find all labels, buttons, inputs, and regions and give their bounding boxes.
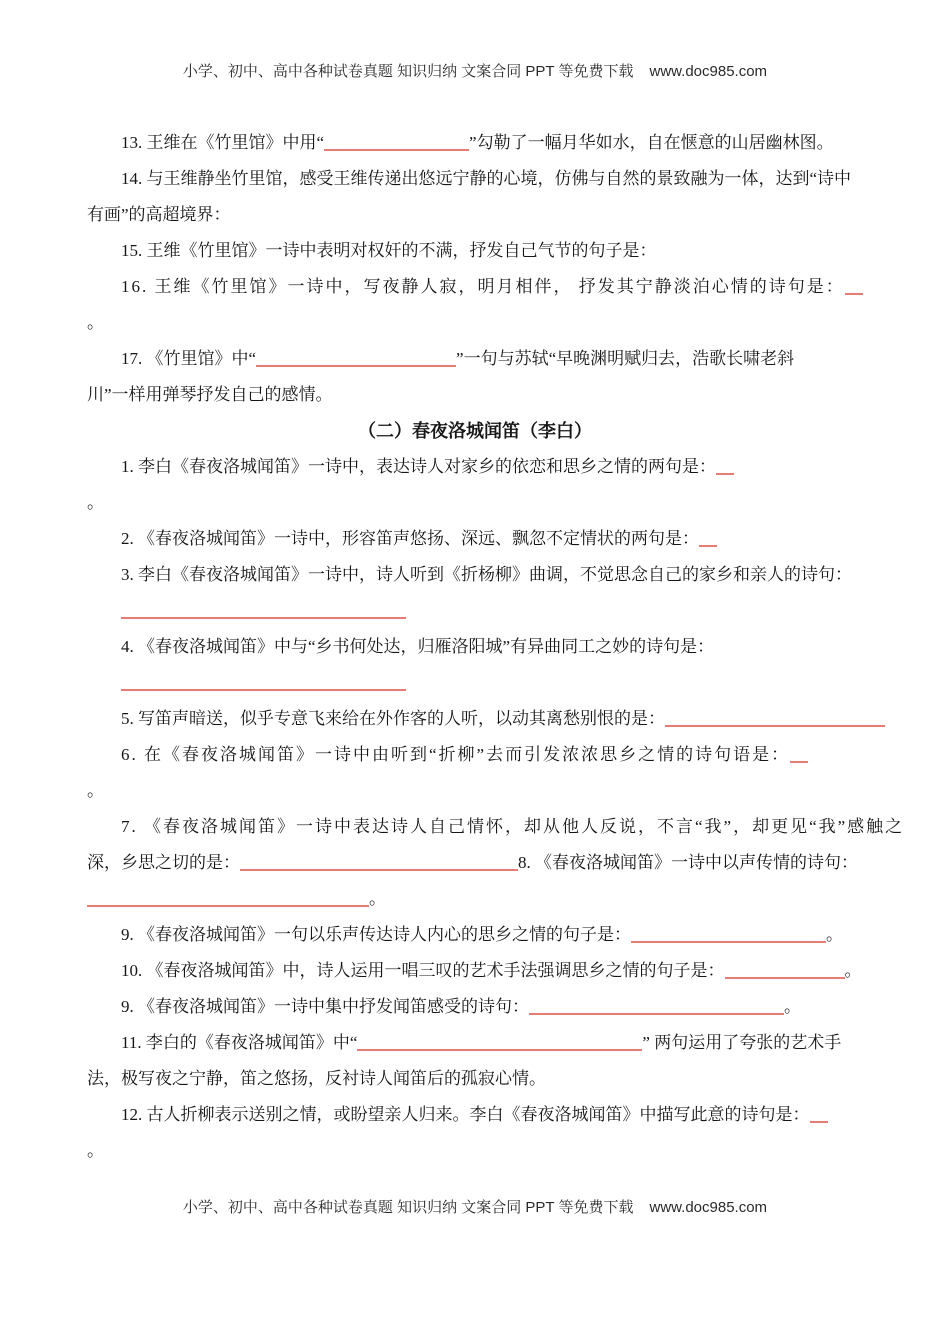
q9-duplicate — [87, 989, 863, 1025]
text-run: 14. 与王维静坐竹里馆，感受王维传递出悠远宁静的心境，仿佛与自然的景致融为一体，达到“诗中 — [121, 169, 852, 188]
q15 — [87, 233, 863, 269]
text-run: 1. 李白《春夜洛城闻笛》一诗中，表达诗人对家乡的依恋和思乡之情的两句是： — [121, 457, 716, 476]
text-run: ” 两句运用了夸张的艺术手 — [642, 1033, 842, 1052]
text-run: 3. 李白《春夜洛城闻笛》一诗中，诗人听到《折杨柳》曲调，不觉思念自己的家乡和亲人的诗句： — [121, 565, 852, 584]
header-url: www.doc985.com — [649, 63, 768, 80]
text-run: 。 — [826, 925, 843, 944]
text-run: 深，乡思之切的是： — [87, 853, 240, 872]
text-run: 11. 李白的《春夜洛城闻笛》中“ — [121, 1033, 358, 1052]
answer-blank[interactable] — [121, 603, 406, 619]
header-text: 小学、初中、高中各种试卷真题 知识归纳 文案合同 PPT 等免费下载 — [182, 63, 634, 80]
text-run: 13. 王维在《竹里馆》中用“ — [121, 133, 325, 152]
q6-period — [87, 773, 863, 809]
q4 — [87, 629, 863, 665]
q11-line2 — [87, 1061, 863, 1097]
q10 — [87, 953, 863, 989]
answer-blank[interactable] — [810, 1107, 828, 1123]
q6 — [87, 737, 863, 773]
answer-blank[interactable] — [121, 675, 406, 691]
q5 — [87, 701, 863, 737]
answer-blank[interactable] — [631, 927, 826, 943]
document-body — [87, 125, 905, 1169]
q17-line1 — [87, 341, 863, 377]
text-run: 12. 古人折柳表示送别之情，或盼望亲人归来。李白《春夜洛城闻笛》中描写此意的诗句是： — [121, 1105, 810, 1124]
text-run: 2. 《春夜洛城闻笛》一诗中，形容笛声悠扬、深远、飘忽不定情状的两句是： — [121, 529, 699, 548]
q4-answer-line — [87, 665, 863, 701]
answer-blank[interactable] — [240, 855, 518, 871]
q11-line1 — [87, 1025, 863, 1061]
text-run: 7. 《春夜洛城闻笛》一诗中表达诗人自己情怀，却从他人反说，不言“我”，却更见“我”感触之 — [121, 817, 905, 836]
q12 — [87, 1097, 863, 1133]
q7-q8-line — [87, 845, 863, 881]
answer-blank[interactable] — [256, 351, 456, 367]
text-run: 9. 《春夜洛城闻笛》一诗中集中抒发闻笛感受的诗句： — [121, 997, 529, 1016]
q7-line1 — [87, 809, 905, 845]
q2 — [87, 521, 863, 557]
q14-line1 — [87, 161, 863, 197]
text-run: 4. 《春夜洛城闻笛》中与“乡书何处达，归雁洛阳城”有异曲同工之妙的诗句是： — [121, 637, 715, 656]
q3 — [87, 557, 863, 593]
text-run: 。 — [87, 493, 104, 512]
page-header — [0, 60, 950, 81]
text-run: 16. 王维《竹里馆》一诗中，写夜静人寂，明月相伴， 抒发其宁静淡泊心情的诗句是： — [121, 277, 845, 296]
text-run: 17. 《竹里馆》中“ — [121, 349, 257, 368]
text-run: 。 — [87, 1141, 104, 1160]
text-run: 15. 王维《竹里馆》一诗中表明对权奸的不满，抒发自己气节的句子是： — [121, 241, 657, 260]
text-run: 川”一样用弹琴抒发自己的感情。 — [87, 385, 333, 404]
answer-blank[interactable] — [845, 279, 863, 295]
section-heading — [87, 413, 863, 449]
answer-blank[interactable] — [529, 999, 784, 1015]
answer-blank[interactable] — [357, 1035, 642, 1051]
q8-answer-line — [87, 881, 863, 917]
footer-url: www.doc985.com — [649, 1199, 768, 1216]
text-run: 。 — [369, 889, 386, 908]
text-run: 有画”的高超境界： — [87, 205, 231, 224]
q3-answer-line — [87, 593, 863, 629]
text-run: 5. 写笛声暗送，似乎专意飞来给在外作客的人听，以动其离愁别恨的是： — [121, 709, 665, 728]
answer-blank[interactable] — [665, 711, 885, 727]
q16 — [87, 269, 863, 305]
q12-period — [87, 1133, 863, 1169]
text-run: 8. 《春夜洛城闻笛》一诗中以声传情的诗句： — [518, 853, 858, 872]
text-run: （二）春夜洛城闻笛（李白） — [358, 421, 592, 441]
answer-blank[interactable] — [790, 747, 808, 763]
answer-blank[interactable] — [87, 891, 369, 907]
text-run: ”勾勒了一幅月华如水，自在惬意的山居幽林图。 — [469, 133, 834, 152]
footer-text: 小学、初中、高中各种试卷真题 知识归纳 文案合同 PPT 等免费下载 — [182, 1199, 634, 1216]
text-run: ”一句与苏轼“早晚渊明赋归去，浩歌长啸老斜 — [456, 349, 795, 368]
answer-blank[interactable] — [716, 459, 734, 475]
text-run: 9. 《春夜洛城闻笛》一句以乐声传达诗人内心的思乡之情的句子是： — [121, 925, 631, 944]
text-run: 。 — [87, 781, 104, 800]
q1-period — [87, 485, 863, 521]
text-run: 10. 《春夜洛城闻笛》中，诗人运用一唱三叹的艺术手法强调思乡之情的句子是： — [121, 961, 725, 980]
text-run: 。 — [844, 961, 862, 980]
text-run: 6. 在《春夜洛城闻笛》一诗中由听到“折柳”去而引发浓浓思乡之情的诗句语是： — [121, 745, 791, 764]
answer-blank[interactable] — [699, 531, 717, 547]
text-run: 。 — [87, 313, 104, 332]
q14-line2 — [87, 197, 863, 233]
text-run: 。 — [784, 997, 801, 1016]
q1 — [87, 449, 863, 485]
q9 — [87, 917, 863, 953]
q17-line2 — [87, 377, 863, 413]
page-footer — [0, 1196, 950, 1217]
answer-blank[interactable] — [324, 135, 469, 151]
answer-blank[interactable] — [725, 963, 845, 979]
text-run: 法，极写夜之宁静，笛之悠扬，反衬诗人闻笛后的孤寂心情。 — [87, 1069, 546, 1088]
q16-period — [87, 305, 863, 341]
q13 — [87, 125, 863, 161]
